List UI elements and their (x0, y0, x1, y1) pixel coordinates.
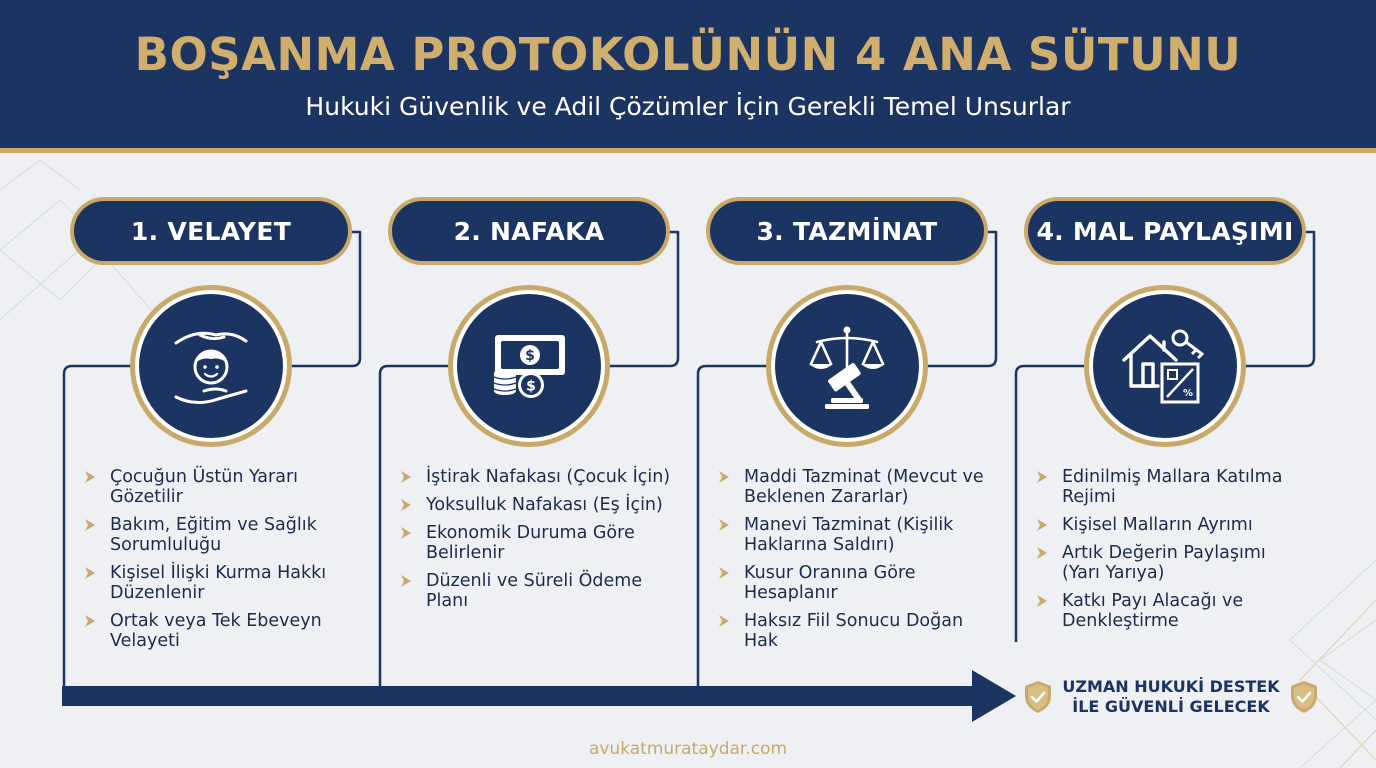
pillar-4-icon-badge (1084, 285, 1246, 447)
pillar-2-icon-badge (448, 285, 610, 447)
footer-slogan (1062, 677, 1279, 717)
pillar-3-header (706, 197, 988, 265)
list-item: Katkı Payı Alacağı ve Denkleştirme (1036, 591, 1306, 631)
timeline-bar (62, 686, 980, 706)
pillar-3-list (718, 467, 990, 659)
pillar-2-list (400, 467, 672, 619)
list-item: Kişisel İlişki Kurma Hakkı Düzenlenir (84, 563, 354, 603)
list-item: Manevi Tazminat (Kişilik Haklarına Saldırı) (718, 515, 990, 555)
pillar-2-header (388, 197, 670, 265)
shield-check-icon (1024, 680, 1052, 714)
pillar-4-list (1036, 467, 1306, 639)
pillar-3-icon-badge (766, 285, 928, 447)
timeline-arrow-head (972, 670, 1016, 722)
pillar-1-list (84, 467, 354, 659)
pillar-4-label: 4. MAL PAYLAŞIMI (1028, 201, 1302, 261)
pillar-4-header (1024, 197, 1306, 265)
house-key-document-icon (1118, 320, 1212, 412)
list-item: Kusur Oranına Göre Hesaplanır (718, 563, 990, 603)
list-item: Edinilmiş Mallara Katılma Rejimi (1036, 467, 1306, 507)
svg-text:%: % (1182, 388, 1194, 399)
list-item: Ekonomik Duruma Göre Belirlenir (400, 523, 672, 563)
shield-check-icon (1290, 680, 1318, 714)
list-item: Artık Değerin Paylaşımı (Yarı Yarıya) (1036, 543, 1306, 583)
list-item: Bakım, Eğitim ve Sağlık Sorumluluğu (84, 515, 354, 555)
list-item: Düzenli ve Süreli Ödeme Planı (400, 571, 672, 611)
pillar-2-label: 2. NAFAKA (392, 201, 666, 261)
svg-text:$: $ (525, 348, 535, 364)
list-item: Maddi Tazminat (Mevcut ve Beklenen Zararlar) (718, 467, 990, 507)
list-item: Çocuğun Üstün Yararı Gözetilir (84, 467, 354, 507)
pillar-1-icon-badge (130, 285, 292, 447)
pillar-1-label: 1. VELAYET (74, 201, 348, 261)
money-coins-icon (481, 321, 577, 411)
page-subtitle: Hukuki Güvenlik ve Adil Çözümler İçin Gerekli Temel Unsurlar (305, 92, 1071, 121)
list-item: İştirak Nafakası (Çocuk İçin) (400, 467, 672, 487)
website-link[interactable]: avukatmurataydar.com (588, 739, 788, 759)
list-item: Kişisel Malların Ayrımı (1036, 515, 1306, 535)
svg-text:$: $ (526, 378, 536, 395)
list-item: Haksız Fiil Sonucu Doğan Hak (718, 611, 990, 651)
footer-slogan-line-2: İLE GÜVENLİ GELECEK (1072, 697, 1270, 716)
list-item: Yoksulluk Nafakası (Eş İçin) (400, 495, 672, 515)
footer-banner (1024, 676, 1318, 718)
child-care-hands-icon (166, 321, 256, 411)
list-item: Ortak veya Tek Ebeveyn Velayeti (84, 611, 354, 651)
pillar-1-header (70, 197, 352, 265)
pillar-3-label: 3. TAZMİNAT (710, 201, 984, 261)
footer-slogan-line-1: UZMAN HUKUKİ DESTEK (1062, 677, 1280, 696)
page-title: BOŞANMA PROTOKOLÜNÜN 4 ANA SÜTUNU (134, 28, 1242, 81)
scales-gavel-icon (801, 320, 893, 412)
